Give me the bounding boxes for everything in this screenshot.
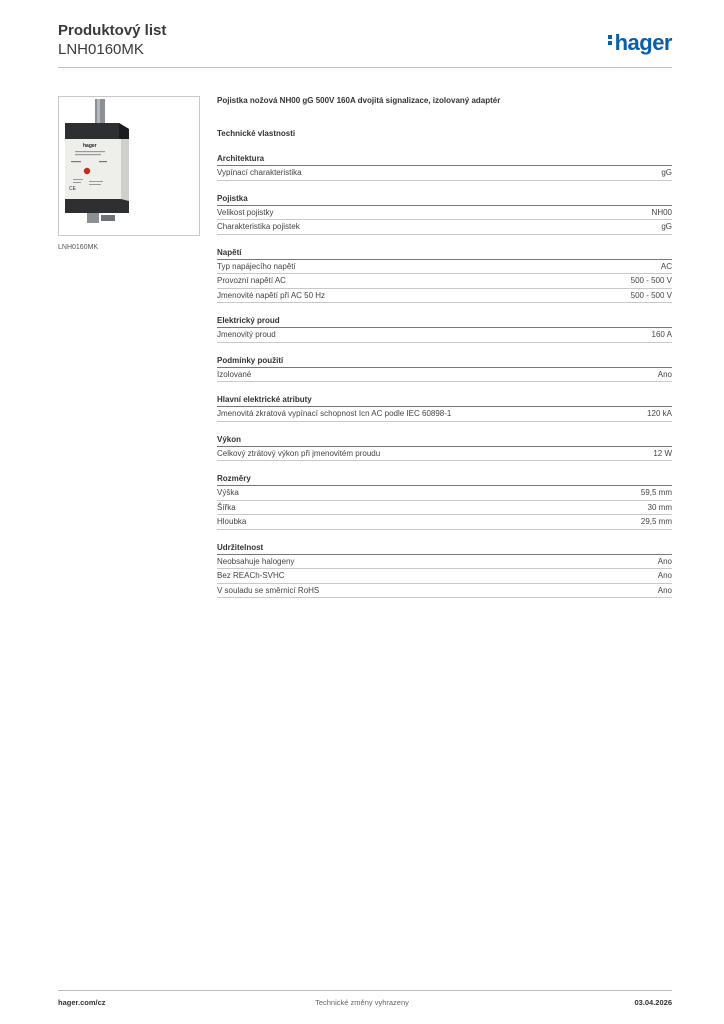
- spec-label: Šířka: [217, 502, 236, 512]
- spec-group-title: Rozměry: [217, 472, 672, 486]
- spec-label: Jmenovitý proud: [217, 330, 276, 339]
- spec-row: [217, 220, 672, 235]
- spec-label: Výška: [217, 488, 239, 497]
- spec-value: 500 - 500 V: [630, 290, 672, 300]
- spec-group-title: Napětí: [217, 246, 672, 260]
- spec-value: 160 A: [651, 330, 672, 339]
- spec-group: [217, 152, 672, 181]
- spec-value: Ano: [657, 369, 672, 379]
- spec-group-title: Hlavní elektrické atributy: [217, 393, 672, 407]
- spec-row: [217, 555, 672, 570]
- spec-value: gG: [661, 222, 672, 231]
- footer-date: 03.04.2026: [634, 998, 672, 1007]
- spec-label: Jmenovité napětí při AC 50 Hz: [217, 290, 326, 300]
- footer-disclaimer: Technické změny vyhrazeny: [315, 998, 409, 1007]
- spec-group-title: Podmínky použití: [217, 354, 672, 368]
- spec-group: [217, 541, 672, 599]
- spec-row: [217, 206, 672, 221]
- page-header: [58, 22, 672, 68]
- spec-group: [217, 354, 672, 383]
- spec-value: 120 kA: [647, 409, 672, 418]
- page-title: Produktový list: [58, 22, 167, 39]
- spec-group: [217, 472, 672, 530]
- spec-row: [217, 328, 672, 343]
- spec-group-title: Elektrický proud: [217, 314, 672, 328]
- spec-value: Ano: [657, 585, 672, 595]
- spec-label: Bez REACh-SVHC: [217, 571, 285, 580]
- spec-value: Ano: [657, 571, 672, 580]
- spec-row: [217, 569, 672, 584]
- spec-row: [217, 289, 672, 304]
- spec-row: [217, 166, 672, 181]
- spec-row: [217, 486, 672, 501]
- specifications-section: [217, 95, 672, 609]
- spec-value: Ano: [657, 556, 672, 566]
- spec-row: [217, 368, 672, 383]
- spec-row: [217, 447, 672, 462]
- footer-divider: [58, 990, 672, 991]
- spec-row: [217, 260, 672, 275]
- fuse-label-brand: hager: [83, 143, 97, 149]
- spec-row: [217, 515, 672, 530]
- footer-website: hager.com/cz: [58, 998, 106, 1007]
- spec-value: 12 W: [653, 448, 672, 458]
- fuse-illustration-icon: [59, 97, 199, 235]
- spec-label: Vypínací charakteristika: [217, 168, 302, 177]
- image-caption: LNH0160MK: [58, 244, 99, 251]
- spec-label: Neobsahuje halogeny: [217, 556, 295, 566]
- spec-value: NH00: [651, 207, 672, 217]
- spec-label: Typ napájecího napětí: [217, 261, 296, 271]
- spec-value: AC: [660, 261, 672, 271]
- spec-label: Izolované: [217, 369, 252, 379]
- spec-row: [217, 501, 672, 516]
- header-divider: [58, 67, 672, 68]
- spec-row: [217, 407, 672, 422]
- spec-value: 30 mm: [647, 502, 672, 512]
- spec-group-title: Pojistka: [217, 192, 672, 206]
- product-description: Pojistka nožová NH00 gG 500V 160A dvojitá signalizace, izolovaný adaptér: [217, 96, 501, 105]
- spec-value: gG: [661, 168, 672, 177]
- technical-properties-title: Technické vlastnosti: [217, 129, 296, 138]
- spec-group-title: Výkon: [217, 433, 672, 447]
- spec-label: Hloubka: [217, 517, 247, 526]
- hager-logo: [608, 30, 672, 56]
- logo-dots-icon: [608, 35, 613, 47]
- product-image: [58, 96, 200, 236]
- spec-value: 59,5 mm: [640, 488, 672, 497]
- svg-text:CE: CE: [69, 186, 76, 192]
- spec-label: Velikost pojistky: [217, 207, 274, 217]
- spec-group: [217, 433, 672, 462]
- product-code: LNH0160MK: [58, 41, 144, 58]
- spec-group: [217, 393, 672, 422]
- spec-group-title: Udržitelnost: [217, 541, 672, 555]
- spec-group: [217, 314, 672, 343]
- spec-label: Charakteristika pojistek: [217, 222, 300, 231]
- spec-groups: [217, 152, 672, 598]
- spec-label: Provozní napětí AC: [217, 276, 286, 285]
- spec-group-title: Architektura: [217, 152, 672, 166]
- spec-row: [217, 584, 672, 599]
- spec-label: Jmenovitá zkratová vypínací schopnost Icn AC podle IEC 60898-1: [217, 409, 452, 418]
- spec-group: [217, 192, 672, 235]
- spec-label: Celkový ztrátový výkon při jmenovitém proudu: [217, 448, 381, 458]
- spec-value: 29,5 mm: [640, 517, 672, 526]
- logo-text: hager: [614, 30, 672, 55]
- spec-group: [217, 246, 672, 304]
- spec-value: 500 - 500 V: [630, 276, 672, 285]
- spec-label: V souladu se směrnicí RoHS: [217, 585, 320, 595]
- spec-row: [217, 274, 672, 289]
